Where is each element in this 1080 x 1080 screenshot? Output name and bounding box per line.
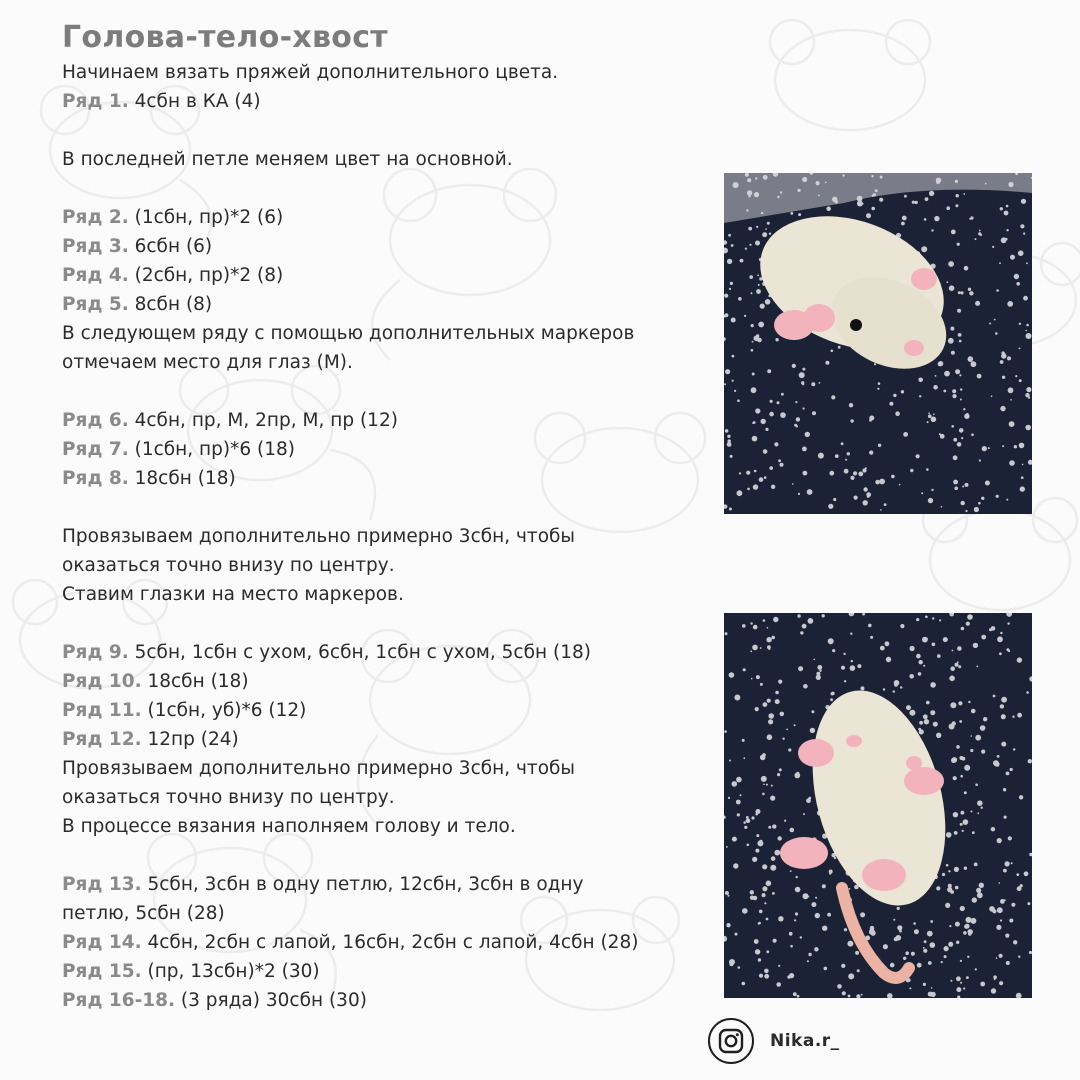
row-label: Ряд 1. [62,91,129,112]
row-text: В следующем ряду с помощью дополнительных маркеров [62,323,635,344]
photo-rat-body [724,613,1032,998]
row-text: (1сбн, пр)*6 (18) [128,439,295,460]
instruction-line [62,261,712,290]
row-text: В последней петле меняем цвет на основной. [62,149,513,170]
row-label: Ряд 7. [62,439,129,460]
instruction-line [62,58,712,87]
instruction-line [62,957,712,986]
row-text: 5сбн, 3сбн в одну петлю, 12сбн, 3сбн в одну [141,874,584,895]
row-text: оказаться точно внизу по центру. [62,555,395,576]
row-text: петлю, 5сбн (28) [62,903,225,924]
row-label: Ряд 4. [62,265,129,286]
row-label: Ряд 8. [62,468,129,489]
instruction-line [62,899,712,928]
blank-line [62,116,712,145]
blank-line [62,493,712,522]
row-label: Ряд 10. [62,671,142,692]
row-label: Ряд 9. [62,642,129,663]
instruction-line [62,928,712,957]
row-text: 4сбн, пр, М, 2пр, М, пр (12) [128,410,398,431]
instruction-line [62,870,712,899]
instagram-handle[interactable]: Nika.r_ [770,1031,840,1051]
row-text: 18сбн (18) [128,468,236,489]
row-label: Ряд 13. [62,874,142,895]
row-text: В процессе вязания наполняем голову и тело. [62,816,516,837]
row-text: 5сбн, 1сбн с ухом, 6сбн, 1сбн с ухом, 5сбн (18) [128,642,591,663]
instruction-line [62,696,712,725]
instruction-line [62,725,712,754]
row-text: (1сбн, пр)*2 (6) [128,207,284,228]
instruction-line [62,348,712,377]
row-label: Ряд 2. [62,207,129,228]
instruction-line [62,232,712,261]
blank-line [62,377,712,406]
row-label: Ряд 5. [62,294,129,315]
instruction-line [62,203,712,232]
instruction-line [62,812,712,841]
blank-line [62,174,712,203]
instruction-line [62,783,712,812]
row-text: (1сбн, уб)*6 (12) [141,700,307,721]
row-text: Провязываем дополнительно примерно 3сбн, чтобы [62,526,576,547]
instruction-line [62,406,712,435]
row-text: 4сбн, 2сбн с лапой, 16сбн, 2сбн с лапой, 4сбн (28) [141,932,639,953]
blank-line [62,841,712,870]
row-text: (2сбн, пр)*2 (8) [128,265,284,286]
instruction-line [62,522,712,551]
instagram-icon[interactable] [708,1018,754,1064]
row-text: отмечаем место для глаз (М). [62,352,353,373]
instruction-line [62,435,712,464]
instruction-line [62,87,712,116]
photo-rat-head [724,173,1032,514]
instruction-line [62,638,712,667]
row-label: Ряд 6. [62,410,129,431]
row-label: Ряд 16-18. [62,990,176,1011]
page-title: Голова-тело-хвост [62,20,388,55]
row-text: 12пр (24) [141,729,239,750]
instruction-line [62,319,712,348]
instruction-line [62,580,712,609]
row-label: Ряд 14. [62,932,142,953]
instructions-text [62,58,712,1015]
row-text: Ставим глазки на место маркеров. [62,584,404,605]
row-label: Ряд 15. [62,961,142,982]
row-label: Ряд 3. [62,236,129,257]
row-text: 18сбн (18) [141,671,249,692]
instruction-line [62,145,712,174]
row-text: (3 ряда) 30сбн (30) [175,990,367,1011]
instruction-line [62,754,712,783]
row-text: Начинаем вязать пряжей дополнительного цвета. [62,62,559,83]
instruction-line [62,464,712,493]
row-label: Ряд 11. [62,700,142,721]
instruction-line [62,667,712,696]
row-text: 4сбн в КА (4) [128,91,261,112]
blank-line [62,609,712,638]
instruction-line [62,290,712,319]
row-text: 8сбн (8) [128,294,213,315]
row-text: оказаться точно внизу по центру. [62,787,395,808]
instagram-footer [708,1018,840,1064]
row-label: Ряд 12. [62,729,142,750]
instruction-line [62,551,712,580]
row-text: (пр, 13сбн)*2 (30) [141,961,320,982]
row-text: 6сбн (6) [128,236,213,257]
row-text: Провязываем дополнительно примерно 3сбн, чтобы [62,758,576,779]
instruction-line [62,986,712,1015]
